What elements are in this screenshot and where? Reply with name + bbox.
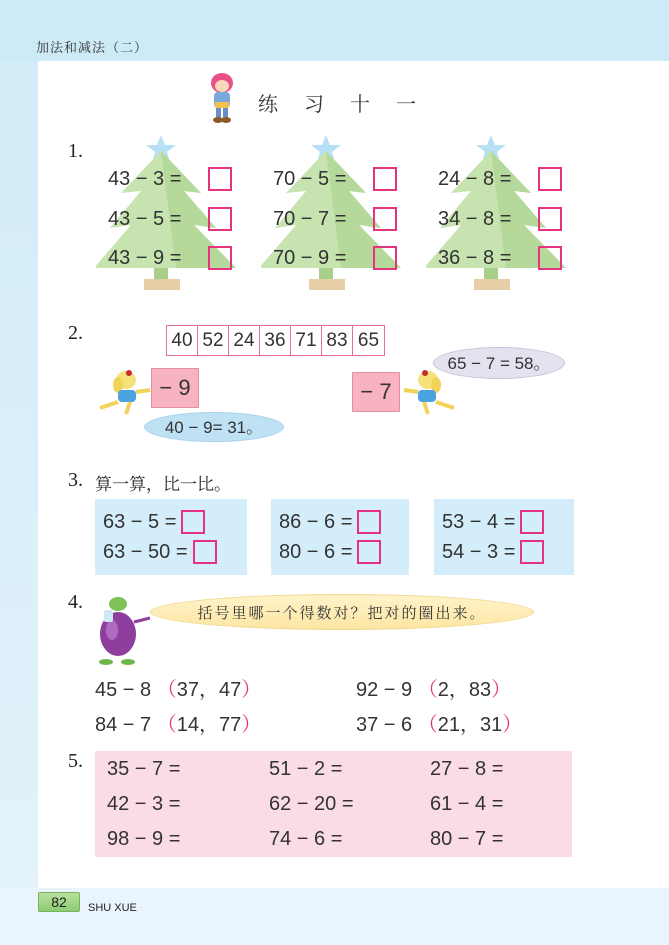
tree-card-3	[426, 133, 576, 298]
answer-box[interactable]	[208, 207, 232, 231]
strip-cell: 24	[229, 326, 260, 355]
equation: 86 − 6 =	[279, 510, 353, 533]
answer-box[interactable]	[538, 246, 562, 270]
answer-box[interactable]	[208, 246, 232, 270]
equation: 27 − 8 =	[430, 758, 504, 780]
equation: 62 − 20 =	[269, 793, 354, 815]
equation: 24 − 8 =	[438, 167, 512, 190]
subject-label: SHU XUE	[88, 902, 137, 914]
choice-a[interactable]: 2	[437, 679, 449, 701]
equation: 80 − 6 =	[279, 540, 353, 563]
exercise-title: 练习十一	[258, 92, 442, 116]
strip-cell: 40	[167, 326, 198, 355]
instruction-bubble: 括号里哪一个得数对？把对的圈出来。	[150, 594, 534, 630]
equation: 63 − 50 =	[103, 540, 188, 563]
equation: 34 − 8 =	[438, 207, 512, 230]
expression: 45 − 8	[95, 679, 152, 701]
tree-card-1	[96, 133, 246, 298]
strip-cell: 71	[291, 326, 322, 355]
calc-box-3	[434, 499, 574, 575]
strip-cell: 65	[357, 330, 380, 351]
close-paren: ）	[241, 679, 262, 701]
choice-item-4	[356, 708, 522, 737]
minus-7-cube: − 7	[352, 372, 400, 412]
choice-b[interactable]: 31	[479, 714, 503, 736]
equation: 70 − 9 =	[273, 246, 347, 269]
answer-box[interactable]	[520, 510, 544, 534]
strip-cell: 83	[322, 326, 353, 355]
answer-box[interactable]	[357, 510, 381, 534]
expression: 84 − 7	[95, 714, 152, 736]
choice-item-2	[356, 673, 511, 702]
strip-cell: 36	[260, 326, 291, 355]
question-number-2: 2.	[68, 322, 83, 344]
chapter-title: 加法和减法（二）	[36, 41, 149, 56]
number-strip	[166, 325, 385, 356]
choice-item-1	[95, 673, 261, 702]
open-paren: （	[156, 679, 177, 701]
open-paren: （	[417, 714, 438, 736]
equation: 35 − 7 =	[107, 758, 181, 780]
section-heading: 算一算，比一比。	[95, 475, 231, 495]
close-paren: ）	[502, 714, 523, 736]
equation: 70 − 5 =	[273, 167, 347, 190]
strip-cell: 52	[198, 326, 229, 355]
equation: 98 − 9 =	[107, 828, 181, 850]
equation: 43 − 5 =	[108, 207, 182, 230]
close-paren: ）	[241, 714, 262, 736]
question-number-5: 5.	[68, 750, 83, 772]
equation: 43 − 3 =	[108, 167, 182, 190]
choice-b[interactable]: 83	[468, 679, 492, 701]
expression: 37 − 6	[356, 714, 413, 736]
separator: ，	[459, 714, 480, 736]
equation: 74 − 6 =	[269, 828, 343, 850]
speech-bubble-left: 40 − 9= 31。	[144, 412, 284, 442]
separator: ，	[448, 679, 469, 701]
choice-a[interactable]: 21	[437, 714, 460, 736]
choice-item-3	[95, 708, 261, 737]
equation: 80 − 7 =	[430, 828, 504, 850]
open-paren: （	[156, 714, 177, 736]
separator: ，	[198, 714, 219, 736]
dog-pushing-icon	[402, 368, 458, 416]
question-number-4: 4.	[68, 591, 83, 613]
calc-box-1	[95, 499, 247, 575]
equation: 61 − 4 =	[430, 793, 504, 815]
answer-box[interactable]	[357, 540, 381, 564]
choice-b[interactable]: 77	[218, 714, 242, 736]
equation: 63 − 5 =	[103, 510, 177, 533]
separator: ，	[198, 679, 219, 701]
answer-box[interactable]	[538, 207, 562, 231]
equation: 43 − 9 =	[108, 246, 182, 269]
choice-a[interactable]: 14	[176, 714, 199, 736]
answer-box[interactable]	[373, 246, 397, 270]
answer-box[interactable]	[373, 207, 397, 231]
left-margin-band	[0, 60, 38, 888]
answer-box[interactable]	[208, 167, 232, 191]
question-number-1: 1.	[68, 140, 83, 162]
answer-box[interactable]	[181, 510, 205, 534]
speech-bubble-right: 65 − 7 = 58。	[433, 347, 565, 379]
eggplant-mascot-icon	[94, 592, 152, 666]
practice-grid	[95, 751, 572, 857]
dog-pushing-icon	[96, 368, 152, 416]
footer-band	[0, 888, 669, 945]
tree-card-2	[261, 133, 411, 298]
question-number-3: 3.	[68, 469, 83, 491]
choice-b[interactable]: 47	[218, 679, 242, 701]
equation: 70 − 7 =	[273, 207, 347, 230]
girl-mascot-icon	[205, 72, 239, 124]
calc-box-2	[271, 499, 409, 575]
close-paren: ）	[491, 679, 512, 701]
equation: 51 − 2 =	[269, 758, 343, 780]
answer-box[interactable]	[538, 167, 562, 191]
minus-9-cube: − 9	[151, 368, 199, 408]
equation: 36 − 8 =	[438, 246, 512, 269]
answer-box[interactable]	[373, 167, 397, 191]
open-paren: （	[417, 679, 438, 701]
equation: 54 − 3 =	[442, 540, 516, 563]
choice-a[interactable]: 37	[176, 679, 199, 701]
equation: 42 − 3 =	[107, 793, 181, 815]
answer-box[interactable]	[193, 540, 217, 564]
equation: 53 − 4 =	[442, 510, 516, 533]
expression: 92 − 9	[356, 679, 413, 701]
page-number-badge: 82	[38, 892, 80, 912]
answer-box[interactable]	[520, 540, 544, 564]
